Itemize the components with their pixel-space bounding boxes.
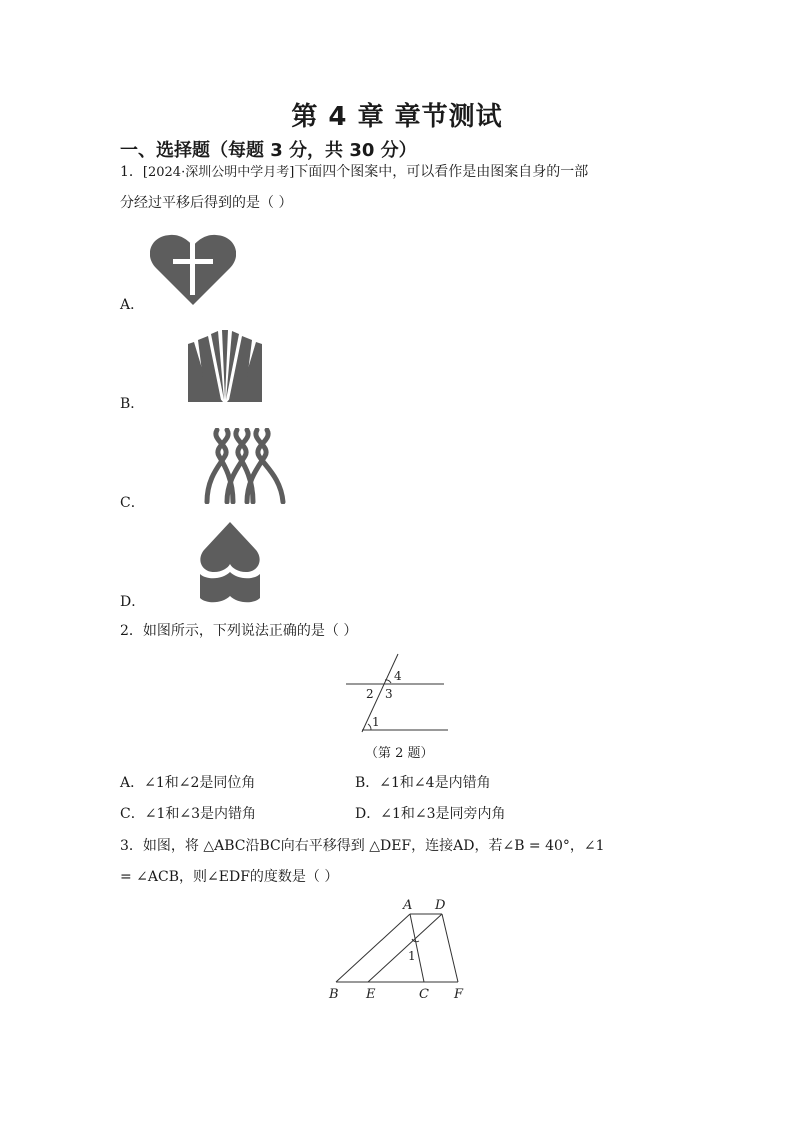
question-2-option-a: A．∠1和∠2是同位角 <box>120 775 256 791</box>
heart-cross-icon <box>150 232 236 306</box>
angle-label-4: 4 <box>394 669 402 683</box>
option-a-label: A． <box>120 297 145 313</box>
side-de <box>368 914 442 982</box>
option-c-label: C． <box>120 495 145 511</box>
point-label-a: A <box>403 898 413 913</box>
question-3-line-1: 3．如图，将 △ABC沿BC向右平移得到 △DEF，连接AD，若∠B = 40°，∠1 <box>120 838 605 854</box>
point-label-b: B <box>329 987 339 1002</box>
angle-label-2: 2 <box>366 687 374 701</box>
question-2-option-c: C．∠1和∠3是内错角 <box>120 806 256 822</box>
question-1-source: [2024·深圳公明中学月考] <box>142 165 295 180</box>
figure-2-caption: （第 2 题） <box>365 746 434 761</box>
angle-label-1: 1 <box>372 715 380 729</box>
question-1-line-1 <box>120 162 588 183</box>
side-df <box>442 914 458 982</box>
angle-1-arc <box>368 724 371 730</box>
question-1-text: 下面四个图案中，可以看作是由图案自身的一部 <box>294 164 589 180</box>
point-label-c: C <box>419 987 429 1002</box>
angle-label-1: 1 <box>408 949 416 963</box>
question-1-number: 1． <box>120 164 143 180</box>
section-heading: 一、选择题（每题 3 分，共 30 分） <box>120 140 417 161</box>
question-2-option-b: B．∠1和∠4是内错角 <box>355 775 491 791</box>
question-3-line-2: = ∠ACB，则∠EDF的度数是（ ） <box>120 869 339 885</box>
side-ab <box>336 914 410 982</box>
option-b-label: B． <box>120 396 145 412</box>
angle-label-3: 3 <box>385 687 393 701</box>
braid-pattern-icon <box>203 428 287 504</box>
question-2-text: 2．如图所示，下列说法正确的是（ ） <box>120 623 358 639</box>
translation-triangle-figure <box>320 892 480 1004</box>
point-label-f: F <box>454 987 464 1002</box>
question-1-line-2: 分经过平移后得到的是（ ） <box>120 195 293 211</box>
option-d-label: D． <box>120 594 146 610</box>
parallel-lines-figure <box>340 650 452 734</box>
question-2-option-d: D．∠1和∠3是同旁内角 <box>355 806 506 822</box>
open-book-icon <box>188 330 262 404</box>
point-label-d: D <box>435 898 446 913</box>
point-label-e: E <box>366 987 376 1002</box>
side-ac <box>410 914 424 982</box>
inverted-hearts-icon <box>198 522 262 604</box>
angle-4-arc <box>385 680 391 683</box>
page-title: 第 4 章 章节测试 <box>291 102 503 132</box>
